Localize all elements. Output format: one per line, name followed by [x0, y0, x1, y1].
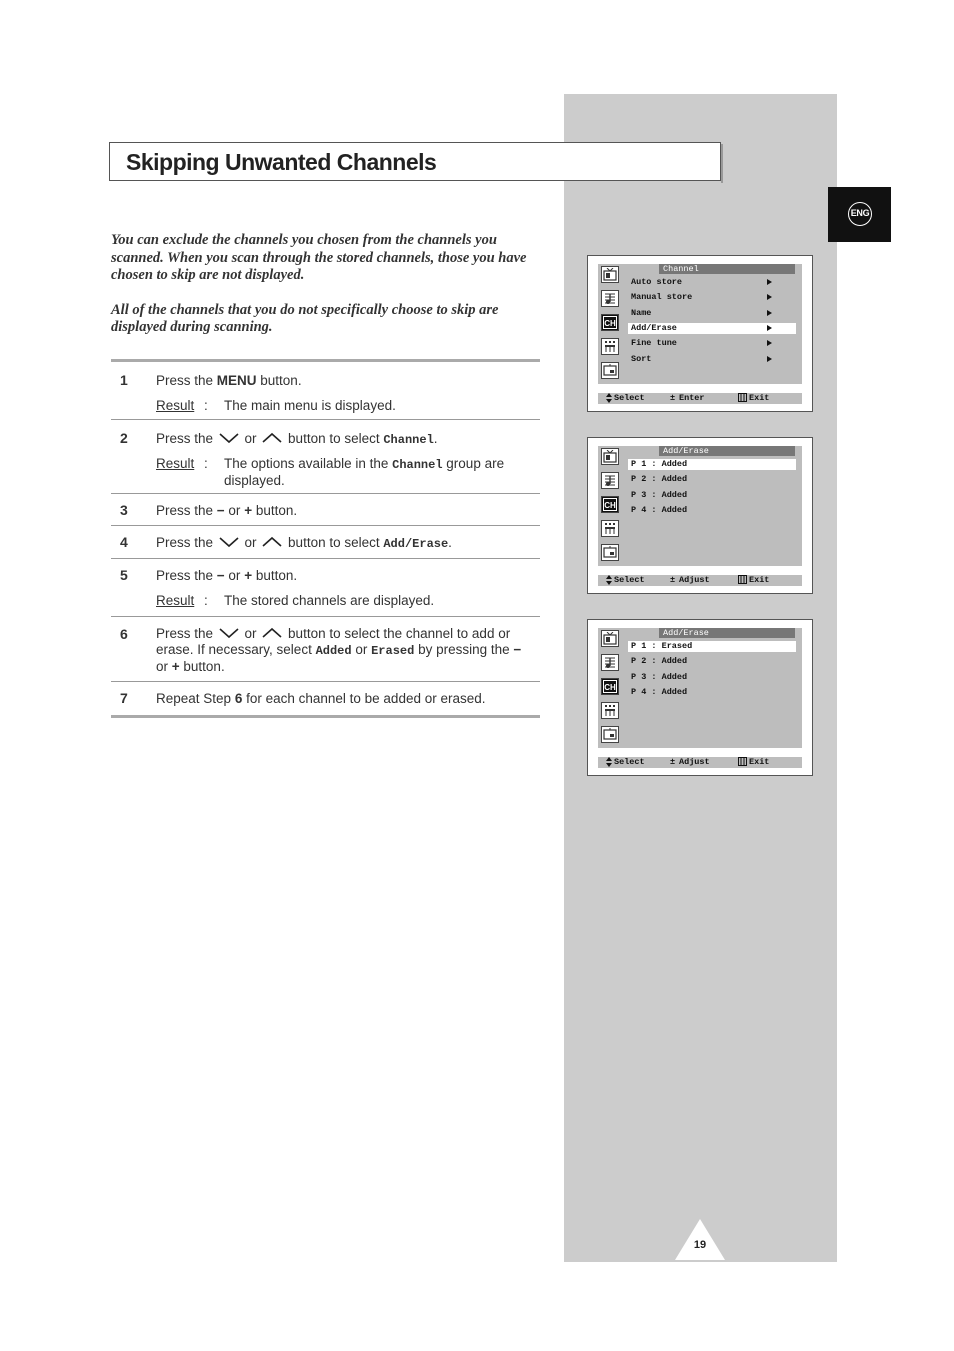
osd-menu-item-label: Name — [631, 307, 652, 318]
page-title: Skipping Unwanted Channels — [126, 149, 437, 175]
step-row — [111, 420, 540, 494]
setup-icon — [601, 338, 619, 355]
submenu-arrow-icon — [767, 294, 772, 300]
step-instruction — [156, 568, 536, 584]
text: or — [240, 431, 261, 446]
text: or — [224, 503, 245, 518]
plus-key: + — [171, 659, 180, 674]
menu-bars-icon — [738, 393, 747, 406]
osd-menu-area — [598, 446, 802, 566]
plusminus-icon: ± — [670, 575, 676, 585]
osd-icon-column — [598, 264, 622, 384]
osd-menu-item-label: P 3 : Added — [631, 671, 688, 682]
osd-menu-item — [628, 308, 796, 319]
menu-bars-icon — [738, 757, 747, 770]
text: button. — [252, 568, 298, 583]
text: Result — [156, 456, 195, 471]
osd-menu-item-label: P 1 : Added — [631, 459, 688, 469]
osd-menu-title: Add/Erase — [659, 446, 795, 456]
result-label — [156, 593, 194, 609]
submenu-arrow-icon — [767, 310, 772, 316]
osd-menu-title: Add/Erase — [659, 628, 795, 638]
osd-footer-exit: Exit — [749, 393, 770, 403]
step-instruction — [156, 503, 536, 519]
menu-name: Channel — [392, 458, 443, 472]
text: Press the — [156, 568, 217, 583]
result-text — [224, 456, 520, 489]
picture-icon — [601, 630, 619, 647]
osd-menu-item-label: P 3 : Added — [631, 489, 688, 500]
osd-icon-column — [598, 628, 622, 748]
osd-menu-item — [628, 490, 796, 501]
picture-icon — [601, 448, 619, 465]
osd-menu-item — [628, 338, 796, 349]
step-number: 4 — [120, 534, 128, 550]
submenu-arrow-icon — [767, 356, 772, 362]
osd-menu-item-label: P 4 : Added — [631, 686, 688, 697]
language-badge: ENG — [848, 202, 872, 226]
osd-menu-item-label: P 2 : Added — [631, 474, 688, 485]
minus-key: − — [513, 642, 522, 657]
colon: : — [204, 398, 208, 413]
sound-icon — [601, 472, 619, 489]
minus-key: − — [216, 503, 225, 518]
sound-icon — [601, 290, 619, 307]
text: Press the — [156, 373, 217, 388]
osd-menu-item-label: P 1 : Erased — [631, 641, 693, 651]
setup-icon — [601, 520, 619, 537]
text: Press the — [156, 626, 217, 641]
channel-icon — [601, 314, 619, 331]
chevron-up-icon — [261, 536, 283, 548]
submenu-arrow-icon — [767, 340, 772, 346]
text: . — [448, 535, 452, 550]
osd-menu-item — [628, 354, 796, 365]
text: . — [433, 431, 438, 446]
text: Press the — [156, 503, 217, 518]
plusminus-icon: ± — [670, 393, 676, 403]
step-number: 1 — [120, 372, 128, 388]
page-number: 19 — [693, 1239, 707, 1251]
updown-icon — [606, 757, 612, 771]
intro-paragraph-2: All of the channels that you do not specifically choose to skip are displayed during scanning. — [111, 301, 499, 335]
text: button to select — [284, 431, 384, 446]
osd-footer-select: Select — [614, 575, 645, 585]
text: by pressing the — [414, 642, 514, 657]
menu-bars-icon — [738, 575, 747, 588]
osd-footer-exit: Exit — [749, 575, 770, 585]
chevron-up-icon — [261, 627, 283, 639]
text: for each channel to be added or erased. — [242, 691, 486, 706]
text: or — [224, 568, 245, 583]
text: button. — [252, 503, 298, 518]
osd-menu-item — [628, 323, 796, 334]
osd-menu-item — [628, 277, 796, 288]
osd-footer — [598, 393, 802, 404]
osd-menu-item-label: Fine tune — [631, 338, 677, 349]
text: button. — [256, 373, 302, 388]
step-instruction — [156, 431, 536, 448]
osd-menu-item-label: Manual store — [631, 292, 693, 303]
step-row — [111, 682, 540, 715]
step-row — [111, 362, 540, 420]
menu-name: Add/Erase — [383, 537, 449, 551]
text: Result — [156, 398, 195, 413]
osd-menu-item — [628, 687, 796, 698]
updown-icon — [606, 393, 612, 407]
osd-menu-item-label: P 2 : Added — [631, 656, 688, 667]
intro-paragraph-1: You can exclude the channels you chosen from the channels you scanned. When you scan through the stored channels, those you have chosen to skip are not displayed. — [111, 232, 527, 283]
osd-screen-add-erase — [587, 437, 813, 594]
osd-screen-add-erase-erased — [587, 619, 813, 776]
picture-icon — [601, 266, 619, 283]
osd-icon-column — [598, 446, 622, 566]
result-text: The main menu is displayed. — [224, 398, 396, 413]
osd-menu-item-label: Add/Erase — [631, 322, 677, 333]
osd-menu-item-label: Auto store — [631, 277, 683, 287]
osd-footer-exit: Exit — [749, 757, 770, 767]
step-instruction — [156, 373, 536, 389]
osd-footer-select: Select — [614, 393, 645, 403]
text: Result — [156, 593, 195, 608]
setup-icon — [601, 702, 619, 719]
text: Press the — [156, 431, 217, 446]
text: Press the — [156, 535, 217, 550]
channel-icon — [601, 678, 619, 695]
text: Repeat Step — [156, 691, 235, 706]
osd-menu-item-label: P 4 : Added — [631, 504, 688, 515]
step-row — [111, 617, 540, 682]
result-label — [156, 398, 194, 414]
osd-menu-item — [628, 459, 796, 470]
step-row — [111, 494, 540, 526]
title-box — [109, 142, 721, 181]
step-number: 6 — [120, 626, 128, 642]
step-row — [111, 559, 540, 617]
osd-menu-item — [628, 505, 796, 516]
result-label — [156, 456, 194, 472]
osd-menu-area — [598, 264, 802, 384]
step-instruction — [156, 691, 536, 707]
osd-menu-title: Channel — [659, 264, 795, 274]
input-icon — [601, 362, 619, 379]
osd-menu-item-label: Sort — [631, 353, 652, 364]
osd-footer-action: Adjust — [679, 757, 710, 767]
text: The options available in the — [224, 456, 393, 471]
steps-table — [111, 359, 540, 718]
osd-menu-item — [628, 292, 796, 303]
channel-icon — [601, 496, 619, 513]
updown-icon — [606, 575, 612, 589]
osd-menu-item — [628, 672, 796, 683]
plus-key: + — [244, 503, 253, 518]
chevron-down-icon — [218, 536, 240, 548]
step-number: 5 — [120, 567, 128, 583]
osd-menu-item — [628, 641, 796, 652]
osd-menu-item — [628, 474, 796, 485]
input-icon — [601, 726, 619, 743]
step-ref: 6 — [234, 691, 243, 706]
submenu-arrow-icon — [767, 279, 772, 285]
svg-text:CH: CH — [604, 501, 616, 510]
step-number: 3 — [120, 502, 128, 518]
step-number: 2 — [120, 430, 128, 446]
text: or — [351, 642, 372, 657]
osd-footer-select: Select — [614, 757, 645, 767]
result-text: The stored channels are displayed. — [224, 593, 435, 608]
osd-footer — [598, 575, 802, 586]
menu-name: Channel — [383, 433, 434, 447]
text: button to select the channel to add or erase. If necessary, select — [156, 626, 511, 657]
chevron-down-icon — [218, 432, 240, 444]
text: button. — [179, 659, 225, 674]
svg-text:CH: CH — [604, 319, 616, 328]
sound-icon — [601, 654, 619, 671]
step-number: 7 — [120, 690, 128, 706]
text: or — [240, 535, 261, 550]
option-name: Added — [315, 644, 352, 658]
input-icon — [601, 544, 619, 561]
text: button to select — [284, 535, 384, 550]
osd-footer — [598, 757, 802, 768]
text: group are displayed. — [224, 456, 505, 488]
svg-text:CH: CH — [604, 683, 616, 692]
step-row — [111, 526, 540, 559]
intro-text — [111, 232, 531, 337]
plusminus-icon: ± — [670, 757, 676, 767]
colon: : — [204, 456, 208, 471]
osd-menu-area — [598, 628, 802, 748]
colon: : — [204, 593, 208, 608]
osd-menu-item — [628, 656, 796, 667]
osd-footer-action: Adjust — [679, 575, 710, 585]
language-tab — [828, 187, 891, 242]
text: or — [156, 659, 172, 674]
plus-key: + — [244, 568, 253, 583]
osd-footer-action: Enter — [679, 393, 705, 403]
submenu-arrow-icon — [767, 325, 772, 331]
text: or — [240, 626, 261, 641]
menu-key: MENU — [216, 373, 257, 388]
title-shadow — [721, 144, 723, 183]
osd-screen-channel-menu — [587, 255, 813, 412]
option-name: Erased — [371, 644, 415, 658]
chevron-up-icon — [261, 432, 283, 444]
minus-key: − — [216, 568, 225, 583]
step-instruction — [156, 535, 536, 552]
step-instruction — [156, 626, 536, 675]
chevron-down-icon — [218, 627, 240, 639]
